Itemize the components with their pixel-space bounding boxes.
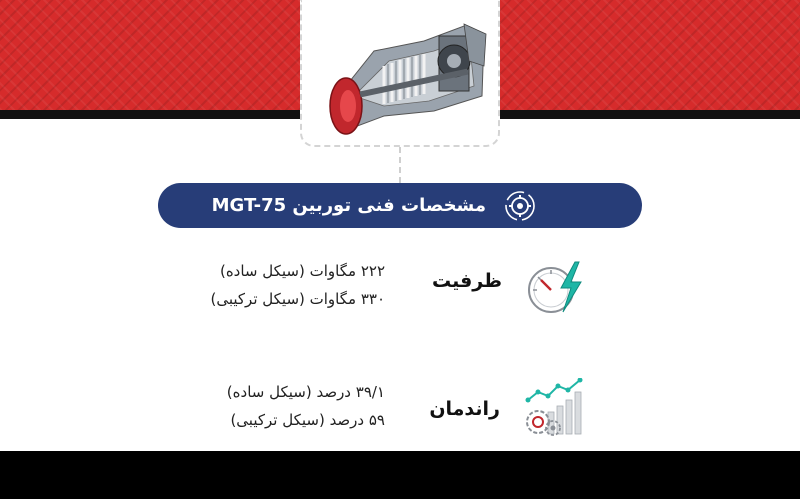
gauge-lightning-icon xyxy=(525,258,585,318)
turbine-image-card xyxy=(300,0,500,147)
spec-efficiency-line-2: ۵۹ درصد (سیکل ترکیبی) xyxy=(230,411,385,429)
gas-turbine-illustration xyxy=(314,6,490,141)
spec-efficiency-line-1: ۳۹/۱ درصد (سیکل ساده) xyxy=(226,383,385,401)
spec-capacity-line-1: ۲۲۲ مگاوات (سیکل ساده) xyxy=(219,262,385,280)
spec-label-capacity: ظرفیت xyxy=(431,270,502,292)
gear-cycle-icon xyxy=(503,189,537,223)
page-title: مشخصات فنی توربین MGT-75 xyxy=(211,195,486,216)
bottom-black-bar xyxy=(0,451,800,499)
title-banner xyxy=(158,183,642,228)
spec-label-efficiency: راندمان xyxy=(429,398,500,420)
spec-capacity-line-2: ۳۳۰ مگاوات (سیکل ترکیبی) xyxy=(210,290,385,308)
efficiency-chart-gears-icon xyxy=(522,378,586,438)
dashed-connector xyxy=(399,147,401,183)
